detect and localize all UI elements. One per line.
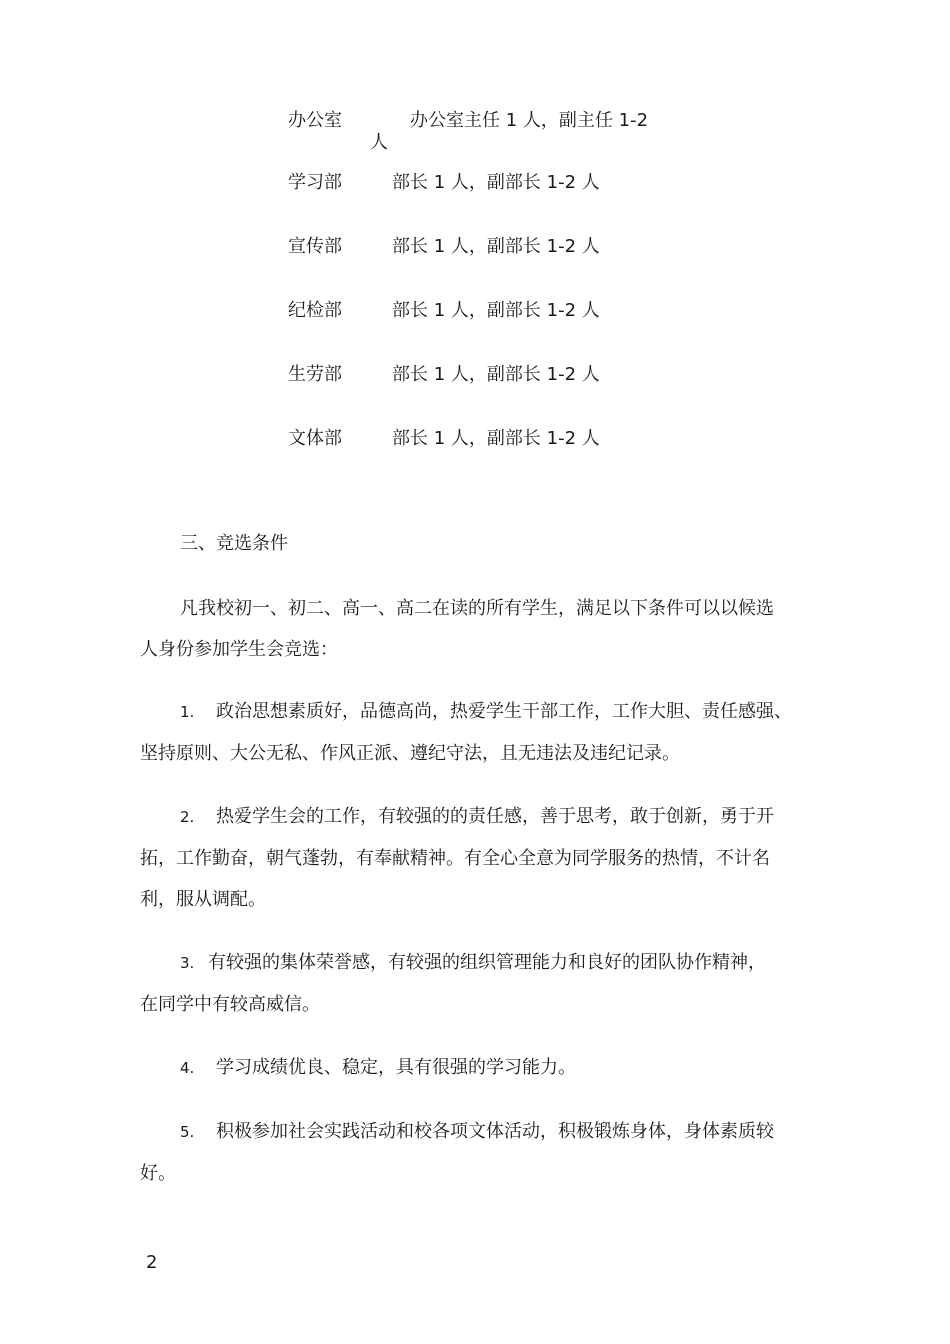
condition-text: 学习成绩优良、稳定，具有很强的学习能力。 [216,1057,576,1078]
condition-text: 热爱学生会的工作，有较强的的责任感，善于思考，敢于创新，勇于开 [216,806,774,827]
condition-text: 有较强的集体荣誉感，有较强的组织管理能力和良好的团队协作精神， [208,952,766,973]
condition-number: 4. [180,1059,195,1077]
condition-item [140,796,840,920]
department-row [288,170,600,196]
condition-number: 3. [180,954,195,972]
department-quota: 部长 1 人，副部长 1-2 人 [392,300,600,321]
condition-item [140,691,840,774]
paragraph-line: 人身份参加学生会竞选： [140,639,338,660]
department-quota: 部长 1 人，副部长 1-2 人 [392,172,600,193]
department-quota: 部长 1 人，副部长 1-2 人 [392,428,600,449]
department-row [288,234,600,260]
department-quota: 部长 1 人，副部长 1-2 人 [392,236,600,257]
department-row [288,362,600,388]
condition-text: 好。 [140,1163,176,1184]
condition-number: 1. [180,703,195,721]
condition-item [140,1047,840,1089]
section-heading: 三、竞选条件 [180,533,288,554]
page-number: 2 [146,1252,158,1273]
condition-item [140,1111,840,1194]
condition-number: 2. [180,808,195,826]
condition-item [140,942,840,1025]
department-quota-wrap: 人 [370,132,388,153]
condition-text: 坚持原则、大公无私、作风正派、遵纪守法，且无违法及违纪记录。 [140,743,680,764]
paragraph-line: 凡我校初一、初二、高一、高二在读的所有学生，满足以下条件可以以候选 [180,598,774,619]
department-row [288,298,600,324]
condition-text: 政治思想素质好，品德高尚，热爱学生干部工作，工作大胆、责任感强、 [216,701,792,722]
department-name: 办公室 [288,110,342,131]
department-quota: 办公室主任 1 人，副主任 1-2 [410,110,649,131]
condition-text: 拓，工作勤奋，朝气蓬勃，有奉献精神。有全心全意为同学服务的热情，不计名 [140,848,770,869]
intro-paragraph [140,588,840,670]
department-quota: 部长 1 人，副部长 1-2 人 [392,364,600,385]
department-name: 学习部 [288,172,342,193]
condition-text: 利，服从调配。 [140,889,266,910]
department-name: 生劳部 [288,364,342,385]
department-name: 宣传部 [288,236,342,257]
condition-number: 5. [180,1123,195,1141]
condition-text: 积极参加社会实践活动和校各项文体活动，积极锻炼身体，身体素质较 [216,1121,774,1142]
department-name: 文体部 [288,428,342,449]
department-name: 纪检部 [288,300,342,321]
department-row [288,426,600,452]
condition-text: 在同学中有较高威信。 [140,994,320,1015]
